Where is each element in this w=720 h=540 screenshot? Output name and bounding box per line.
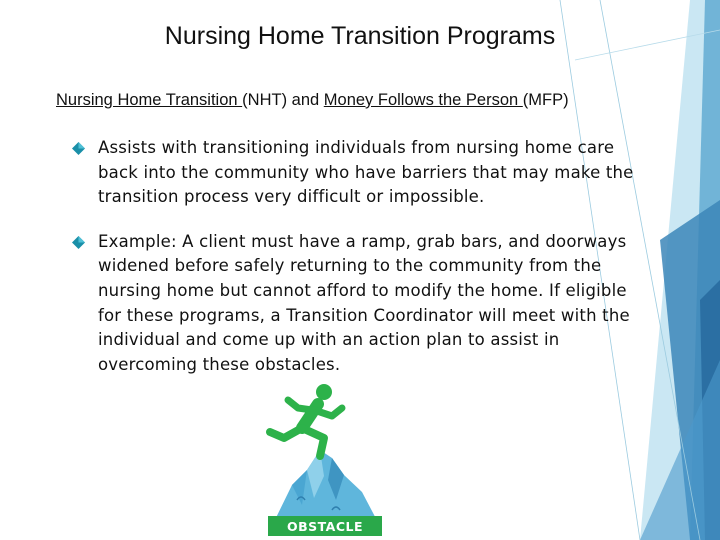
subtitle-nht-name: Nursing Home Transition xyxy=(56,91,243,109)
slide-subtitle xyxy=(56,91,696,110)
bullet-item xyxy=(72,230,652,378)
obstacle-label: OBSTACLE xyxy=(286,519,364,534)
obstacle-jump-illustration xyxy=(262,380,392,540)
subtitle-nht-abbr: (NHT) and xyxy=(242,91,324,109)
bullet-text: Example: A client must have a ramp, grab bars, and doorways widened before safely returning to the community from the nursing home but cannot afford to modify the home. If eligible for these programs, a Transition Coordinator will meet with the individual and come up with an action plan to assist in overcoming these obstacles. xyxy=(98,231,630,374)
diamond-bullet-icon xyxy=(72,142,85,155)
jumping-person-icon xyxy=(270,384,342,456)
bullet-list xyxy=(72,136,652,377)
subtitle-mfp-abbr: (MFP) xyxy=(522,91,569,109)
subtitle-mfp-name: Money Follows the Person xyxy=(323,91,523,109)
diamond-bullet-icon xyxy=(72,236,85,249)
bullet-text: Assists with transitioning individuals from nursing home care back into the community who have barriers that may make the transition process very difficult or impossible. xyxy=(98,138,634,207)
slide-title: Nursing Home Transition Programs xyxy=(164,22,556,50)
bullet-item xyxy=(72,136,652,210)
